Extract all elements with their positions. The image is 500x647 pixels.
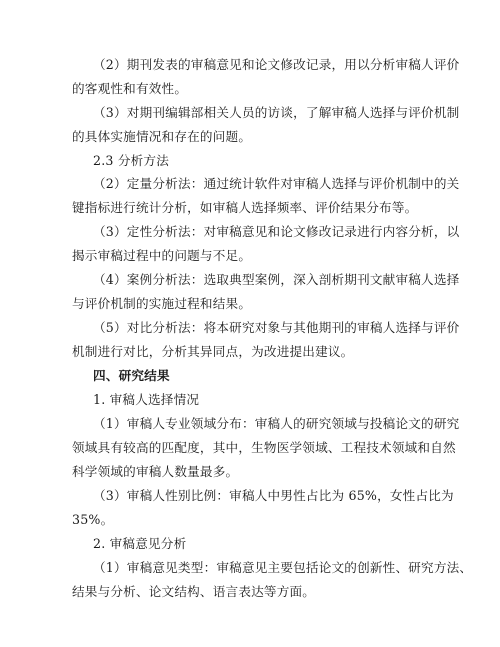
- subsection-heading: 2. 审稿意见分析: [93, 536, 187, 551]
- paragraph-line: （1）审稿人专业领域分布：审稿人的研究领域与投稿论文的研究: [93, 416, 460, 431]
- paragraph-line: 结果与分析、论文结构、语言表达等方面。: [72, 584, 316, 599]
- paragraph-line: （3）对期刊编辑部相关人员的访谈，了解审稿人选择与评价机制: [93, 105, 460, 120]
- paragraph-line: 的客观性和有效性。: [72, 81, 188, 96]
- paragraph-line: （2）期刊发表的审稿意见和论文修改记录，用以分析审稿人评价: [93, 57, 460, 72]
- paragraph-line: 机制进行对比，分析其异同点，为改进提出建议。: [72, 344, 354, 359]
- paragraph-line: （3）审稿人性别比例：审稿人中男性占比为 65%，女性占比为: [93, 488, 454, 503]
- paragraph-line: （5）对比分析法：将本研究对象与其他期刊的审稿人选择与评价: [93, 320, 460, 335]
- paragraph-line: （2）定量分析法：通过统计软件对审稿人选择与评价机制中的关: [93, 176, 460, 191]
- paragraph-line: 与评价机制的实施过程和结果。: [72, 296, 252, 311]
- paragraph-line: （1）审稿意见类型：审稿意见主要包括论文的创新性、研究方法、: [93, 560, 473, 575]
- paragraph-line: 的具体实施情况和存在的问题。: [72, 129, 252, 144]
- paragraph-line: 揭示审稿过程中的问题与不足。: [72, 248, 252, 263]
- subsection-heading: 1. 审稿人选择情况: [93, 392, 200, 407]
- paragraph-line: 科学领域的审稿人数量最多。: [72, 464, 239, 479]
- paragraph-line: （4）案例分析法：选取典型案例，深入剖析期刊文献审稿人选择: [93, 272, 460, 287]
- paragraph-line: 35%。: [72, 512, 114, 527]
- paragraph-line: （3）定性分析法：对审稿意见和论文修改记录进行内容分析，以: [93, 224, 460, 239]
- paragraph-line: 领域具有较高的匹配度，其中，生物医学领域、工程技术领域和自然: [72, 440, 456, 455]
- section-heading: 四、研究结果: [93, 368, 170, 383]
- paragraph-line: 键指标进行统计分析，如审稿人选择频率、评价结果分布等。: [72, 200, 418, 215]
- section-heading: 2.3 分析方法: [93, 153, 170, 168]
